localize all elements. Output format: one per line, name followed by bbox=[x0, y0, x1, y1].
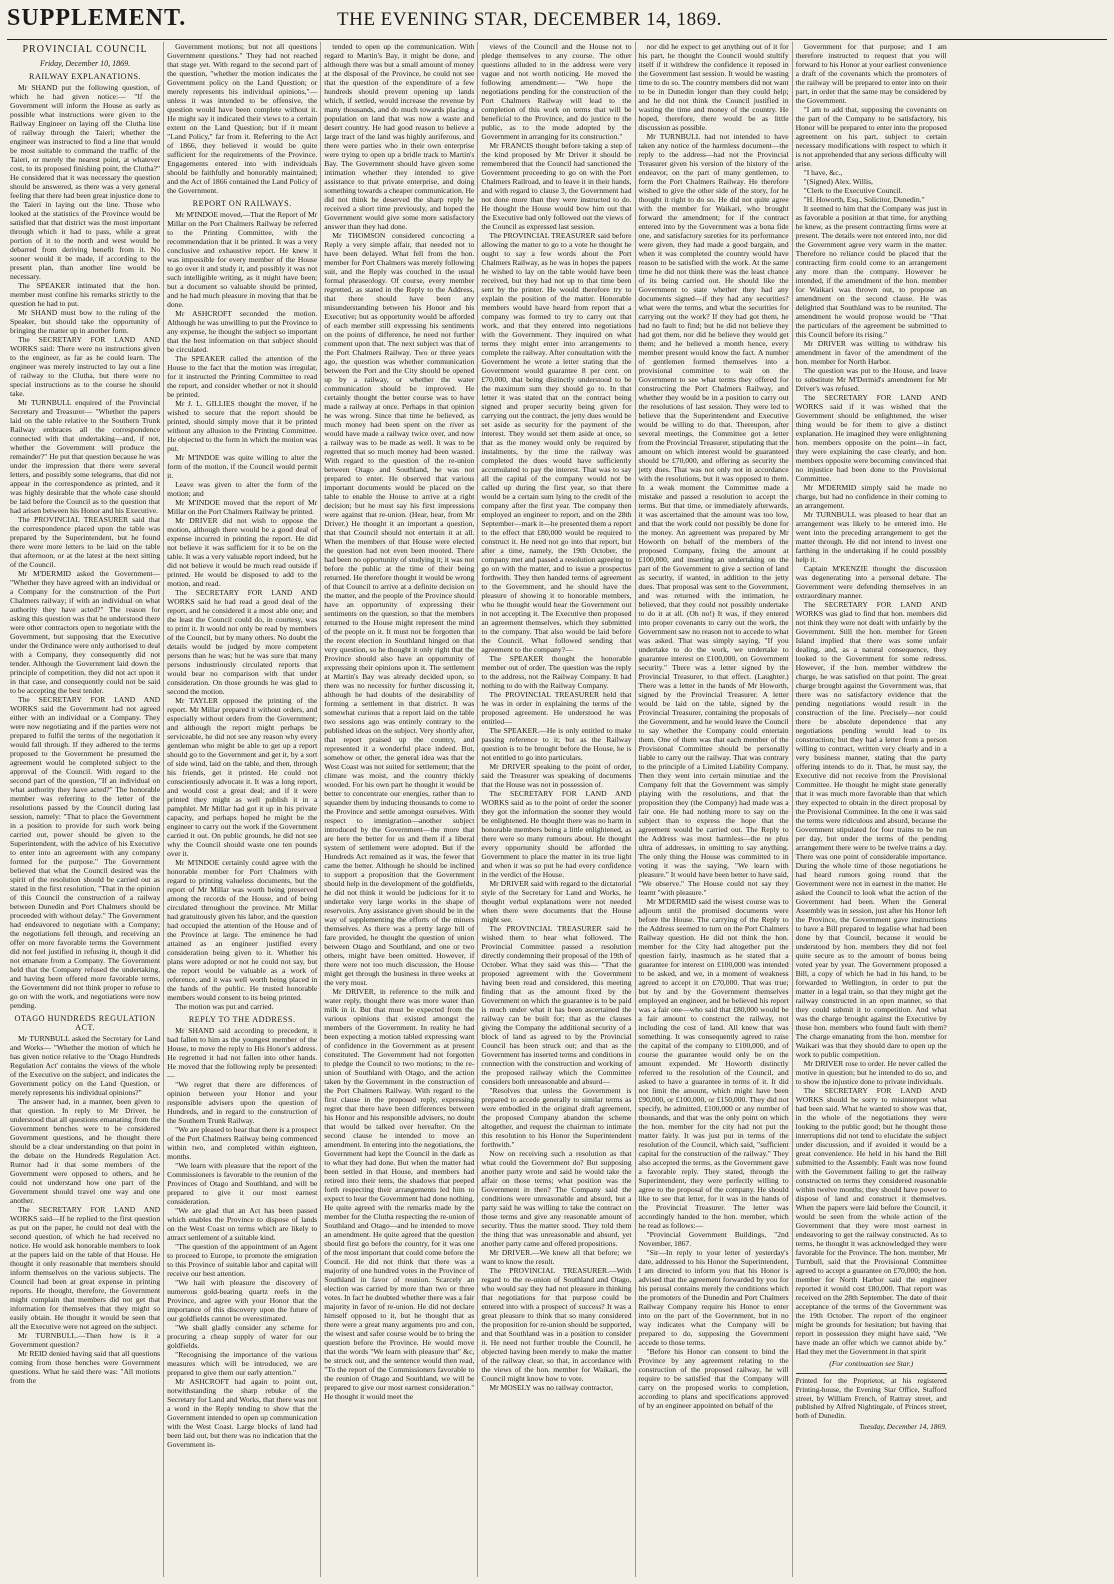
paragraph: The SECRETARY FOR LAND AND WORKS said the Government had not agreed either with an individual or a Company. They were now negotiating and if the parties were not prepared to fulfil the terms of the negotiation it would fall through. If they adhered to the terms proposed to the Government he presumed the agreement would be completed subject to the approval of the Council. With regard to the second part of the question, "If an individual on what authority they have acted?" The honorable member was referring to the letter of the resolutions passed by the Council during last session, namely: "That to place the Government in a position to provide for such work being carried out, power should be given to the Superintendent, with the advice of his Executive to enter into an agreement with any company formed for the purpose." The Government believed that what the Council desired was the spirit of the resolution should be carried out as stated in the first resolution, "That in the opinion of this Council the construction of a railway between Dunedin and Port Chalmers should be proceeded with without delay." The Government had endeavored to negotiate with a Company; the negotiations fell through, and receiving an offer on more favorable terms the Government did not feel justified in refusing it, though it did not emanate from a Company. The Government held that the Company refused the undertaking, and having been offered more favorable terms, the Government did not think proper to refuse to go on with the work, and negotiations were now pending. bbox=[10, 695, 161, 1010]
column-6 bbox=[793, 42, 950, 1577]
article-heading: REPLY TO THE ADDRESS. bbox=[188, 1015, 296, 1024]
paragraph: The SECRETARY FOR LAND AND WORKS said he had read a good deal of the report, and he considered it a most able one; and the least the Council could do, in courtesy, was to print it. It would not only be read by members of the Council, but by many others. No doubt the details would be judged by more competent persons than he was; but he was sure that many persons industriously circulated reports that would bear no comparison with that under consideration. On those grounds he was glad to second the motion. bbox=[167, 588, 318, 696]
paragraph: The SECRETARY FOR LAND AND WORKS said as to the point of order the sooner they got the information the sooner they would be enlightened. He thought there was no harm in honorable members being a little enlightened, as there were so many rumours about. He thought every opportunity should be afforded the Government to place the matter in its true light and when it was so put he had every confidence in the verdict of the House. bbox=[481, 789, 632, 879]
paragraph: The motion was put and carried. bbox=[175, 1002, 274, 1011]
paragraph: Mr TURNBULL had not intended to have taken any notice of the harmless document—the reply to the address—had not the Provincial Treasurer given his version of the history of the endeavor, on the part of many gentlemen, to form the Port Chalmers Railway. He therefore wished to give the other side of the story, for he thought it right to do so. He did not quite agree with the member for Waikari, who brought forward the amendment; for if the contract entered into by the Government was a bona fide one, and satisfactory sureties for its performance were given, they had made a good bargain, and when it was completed the country would have reason to be satisfied with the work. At the same time he did not think there was the least chance of its being carried out. He should like the Government to state whether they had any documents signed—if they had any securities? what were the terms, and what the securities for carrying out the work? If they had got them, he had no fault to find; but he did not believe they had got them, nor did he believe they would get them; and he believed a month hence, every member present would know the fact. A number of gentlemen formed themselves into a provisional committee to wait on the Government to see what terms they offered for constructing the Port Chalmers Railway, and whether they would be in a position to carry out the resolutions of last session. They were led to believe that the Superintendent and Executive would be willing to do that. Thereupon, after several meetings, the Committee got a letter from the Provincial Treasurer, stipulating that the amount on which interest would be guaranteed should be £70,000, and offering as security the jetty dues. That was not only not in accordance with the resolutions, but it was opposed to them. In a weak moment the Committee made a mistake and passed a resolution to accept the terms. But that time, or immediately afterwards, it was ascertained that the amount was too low, and that the work could not possibly be done for the money. An agreement was prepared by Mr Howorth on behalf of the members of the proposed Company, fixing the amount at £100,000, and inserting an undertaking on the part of the Government to give a section of land as security, if wanted, in addition to the jetty dues. That proposal was sent to the Government, and was returned with the intimation, he believed, that they could not possibly undertake to do it at all. (Oh no!) It was, if they entered into proper covenants to carry out the work, the Government saw no reason not to accede to what was asked. That was simply saying, "If you undertake to do the work, we undertake to guarantee interest on £100,000, on Government security." There was a letter signed by the Provincial Treasurer, to that effect. (Laughter.) There was a letter in the hands of Mr Howorth, signed by the Provincial Treasurer. A letter would be laid on the table, signed by the Provincial Treasurer, containing the proposals of the Government, and he would leave the Council to say whether the Company could entertain them. One of them was that each member of the Provisional Committee should be personally liable to carry out the railway. That was contrary to the principle of a Limited Liability Company. Then they went into certain minutiae and the Company felt that the Government was simply playing with the resolutions, and that the proposition they (the Company) had made was a fair one. He had nothing more to say on the subject than to express the hope that the agreement would be carried out. The Reply to the Address was most harmless—the ne plus ultra of addresses, in omitting to say anything. The only thing the House was committed to in voting it was the saying, "We learn with pleasure." It would have been better to have said, "We observe." The House could not say they learnt "with pleasure." bbox=[638, 132, 789, 897]
article-heading: OTAGO HUNDREDS REGULATION ACT. bbox=[14, 1014, 156, 1032]
signature-line: "Clerk to the Executive Council. bbox=[803, 186, 903, 195]
paragraph: Mr DRIVER did not wish to oppose the motion, although there would be a good deal of expense incurred in printing the report. He did not believe it was sufficient for it to be on the table. It was a very valuable report indeed, but he did not believe it would be much read outside if printed. He would be disposed to add to the motion, and read. bbox=[167, 516, 318, 588]
paragraph: The PROVINCIAL TREASURER said that the correspondence placed upon the table was prepared by the Superintendent, but he found there were more letters to be laid on the table that afternoon, or at the latest at the next sitting of the Council. bbox=[10, 515, 161, 569]
paragraph: Mr ASHCROFT seconded the motion. Although he was unwilling to put the Province to any expense, he thought the subject so important that the best information on that subject should be circulated. bbox=[167, 309, 318, 354]
paragraph: Mr SHAND said according to precedent, it had fallen to him as the youngest member of the House, to move the reply to His Honor's address. He regretted it had not fallen into other hands. He moved that the following reply be presented:— bbox=[167, 1026, 318, 1080]
paragraph: Leave was given to alter the form of the motion; and bbox=[167, 480, 318, 498]
article-heading: RAILWAY EXPLANATIONS. bbox=[29, 72, 142, 81]
paragraph: "We are pleased to hear that there is a prospect of the Port Chalmers Railway being commenced within two, and completed within eighteen, months. bbox=[167, 1125, 318, 1161]
paragraph: Government motions; but not all questions Government questions." They had not reached that stage yet. With regard to the second part of the question, "whether the motion indicates the Government policy on the Land Question; or merely represents his individual opinions,"—unless it was intended to be offensive, the question would have been complete without it. He might say it indicated their views to a certain extent on the Land Question; but if it meant "Land Policy," far from it. Referring to the Act of 1866, they believed it would be quite sufficient for the requirements of the Province. Engagements entered into with individuals should be faithfully and honorably maintained; and the Act of 1866 contained the Land Policy of the Government. bbox=[167, 42, 318, 195]
paragraph: tended to open up the communication. With regard to Martin's Bay, it might be done, and although there was but a small amount of money at the disposal of the Province, he could not see that the question of the expenditure of a few hundreds should prevent opening up lands which, if settled, would increase the revenue by many thousands, and do much towards placing a population on land that was now a waste and desert country. He had good reason to believe a large tract of the land was highly auriferous, and there were parties who in their own enterprise were trying to open up a bridle track to Martin's Bay. The Government should have given some intimation whether they intended to give assistance to that private enterprise, and doing something towards a cheaper communication. He did not think he deserved the sharp reply he received a short time previously, and hoped the Government would give some more satisfactory answer than they had done. bbox=[324, 42, 475, 231]
paragraph: The SECRETARY FOR LAND AND WORKS was glad to find that hon. members did not think they were not dealt with unfairly by the Government. Still the hon. member for Green Island implied that there was some unfair dealing, and, as a natural consequence, they looked to the Government for some redress. However, if the hon. member withdrew the charge, he was satisfied on that point. The great charge brought against the Government was, that there was no satisfactory evidence that the pending negotiations would result in the construction of the line. Precisely—nor could there be absolute dependence that any negotiations pending would lead to its construction; but they had a letter from a person willing to contract, written very clearly and in a very business manner, stating that the party offering intends to do it. That, he must say, the Executive did not receive from the Provisional Committee. He thought he might state generally that it was much more favorable than that which they expected to obtain in the direct proposal by the Provisional Committee. In the one it was said the terms were ridiculous and absurd, because the Government stipulated for four trains to be run per day, but under the terms of the pending arrangement there were to be twelve trains a day. There was one point of considerable importance. During the whole time of those negotiations he had heard rumors going round that the Government were not in earnest in the matter. He asked the Council to look what the action of the Government had been. When the General Assembly was in session, just after his Honor left the Province, the Government gave instructions to have a Bill prepared to legalise what had been done by that Council, because it would be understood by hon. members they did not feel quite secure as to the amount of bonus being voted year by year. The Government proposed a Bill, a copy of which he had in his hand, to be forwarded to Wellington, in order to put the matter in a legal train, so that they might get the railway constructed in an open manner, so that they could submit it to competition. And what was the charge brought against the Executive by those hon. members who found fault with them? The charge emanating from the hon. member for Waikari was that they should dare to open up the work to public competition. bbox=[795, 600, 947, 1059]
paragraph: The SPEAKER.—He is only entitled to make passing reference to it; but as the Railway question is to be brought before the House, he is not entitled to go into particulars. bbox=[481, 726, 632, 762]
section-label: SUPPLEMENT. bbox=[7, 5, 187, 31]
paragraph: "Recognising the importance of the various measures which will be introduced, we are prepared to give them our early attention." bbox=[167, 1350, 318, 1377]
column-3 bbox=[321, 42, 478, 1577]
paragraph: "We regret that there are differences of opinion between your Honor and your responsible advisers upon the question of Hundreds, and in regard to the construction of the Southern Trunk Railway. bbox=[167, 1080, 318, 1125]
dateline: Friday, December 10, 1869. bbox=[39, 59, 131, 68]
imprint bbox=[796, 1373, 947, 1432]
paragraph: The SPEAKER thought the honorable member out of order. The question was the reply to the address, not the Railway Company. It had nothing to do with the Railway Company. bbox=[481, 654, 632, 690]
paragraph: "I am to add that, supposing the covenants on the part of the Company to be satisfactory, his Honor will be prepared to enter into the proposed agreement on his part, subject to certain necessary modifications with respect to which it is not apprehended that any serious difficulty will arise. bbox=[795, 105, 947, 168]
imprint-text: Printed for the Proprietor, at his registered Printing-house, the Evening Star Office, Stafford street, by William French, of Rattray street, and published by Alfred Nightingale, of Princes street, both of Dunedin. bbox=[795, 1376, 947, 1421]
paragraph: Mr J. L. GILLIES thought the mover, if he wished to secure that the report should be printed, should simply move that it be printed without any allusion to the Printing Committee. He objected to the form in which the motion was put. bbox=[167, 399, 318, 453]
paragraph: Mr DRIVER rose to order. He never called the motive in question; but he intended to do so, and to show the injustice done to private individuals. bbox=[795, 1059, 947, 1086]
paragraph: Mr FRANCIS thought before taking a step of the kind proposed by Mr Driver it should be remembered that the Council had sanctioned the Government proceeding to go on with the Port Chalmers Railroad, and to leave it in their hands, and with regard to clause 3, the Government had not done more than they were instructed to do. He thought the House would bow him out that the Executive had only followed out the views of the Council as expressed last session. bbox=[481, 141, 632, 231]
paragraph: The answer had, in a manner, been given to that question. In reply to Mr Driver, he understood that all questions emanating from the Government benches were to be considered Government questions, and he thought there should be a clear understanding on that point in the debate on the Hundreds Regulation Act. Rumor had it that some members of the Government were opposed to others, and he could not understand how one part of the Government should travel one way and one another. bbox=[10, 1097, 161, 1205]
paragraph: "The question of the appointment of an Agent to proceed to Europe, to promote the emigration to this Province of suitable labor and capital will receive our best attention. bbox=[167, 1242, 318, 1278]
paragraph: The SPEAKER called the attention of the House to the fact that the motion was irregular, for it instructed the Printing Committee to read the report, and consider whether or not it should be printed. bbox=[167, 354, 318, 399]
paragraph: The SECRETARY FOR LAND AND WORKS should be sorry to misinterpret what had been said. What he wanted to show was that, in the whole of the negotiations they were looking to the public good; but he thought those interruptions did not tend to elucidate the subject under discussion, and if avoided it would be a great convenience. He held in his hand the Bill submitted to the Assembly. Fault was now found with the Government failing to get the railway constructed on terms they considered reasonable within twelve months; they should have power to dispose of land and construct it themselves. When the papers were laid before the Council, it would be seen from the whole action of the Government that they were most earnest in endeavoring to get the railway constructed. As to terms, he thought it was acknowledged they were favorable for the Province. The hon. member, Mr Turnbull, said that the Provisional Committee agreed to accept a guarantee on £70,000; the hon. member for North Harbor said the engineer reported it would cost £80,000. That report was received on the 28th September. The date of their acceptance of the terms of the Government was the 19th October. The report of the engineer might be grounds for hesitation; but having that report in possession they might have said, "We have made an offer which we cannot abide by." Had they met the Government in that spirit bbox=[795, 1086, 947, 1356]
paragraph: "Before his Honor can consent to bind the Province by any agreement relating to the construction of the proposed railway, he will require to be satisfied that the Company will carry on the proposed works to completion, according to plans and specifications approved of by an engineer appointed on behalf of the bbox=[638, 1347, 789, 1410]
newspaper-page bbox=[7, 3, 1107, 1578]
paragraph: The PROVINCIAL TREASURER.—With regard to the re-union of Southland and Otago, who would say they had not pleasure in thinking that negotiations for that purpose could be entered into with a prospect of success? It was a great pleasure to think that so many considered the proposition for re-union should be supported, and that Southland was in a position to consider it. He need not further trouble the Council, he objected having been merely to make the matter of the railway clear, so that, in accordance with the views of the hon. member for Waikari, the Council might know how to vote. bbox=[481, 1266, 632, 1383]
paragraph: Mr REID denied having said that all questions coming from those benches were Government questions. What he said there was: "All motions from the bbox=[10, 1349, 161, 1385]
paragraph: The PROVINCIAL TREASURER said before allowing the matter to go to a vote he thought he ought to say a few words about the Port Chalmers Railway, as he was in hopes the papers he wished to lay on the table would have been received, but they had not up to that time been sent by the printer. He would therefore try to explain the position of the matter. Honorable members would have heard from report that a company was formed to try to carry out that work, and that they entered into negotiations with the Government. They inquired on what terms they might enter into arrangements to complete the railway. After consultation with the Government he wrote a letter stating that the Government would guarantee 8 per cent. on £70,000, that being distinctly understood to be the maximum sum they should go to. In that letter it was stated that on the contract being signed and proper security being given for carrying out the contract, the jetty dues would be set aside as security for the payment of the interest. They would set them aside at once, so that as the money would only be required by instalments, by the time the railway was completed the dues would have sufficiently accumulated to pay the interest. That was to say all the capital of the company would not be called up during the first year, so that there would be a certain sum lying to the credit of the company after the first year. The company then employed an engineer to report, and on the 28th September—mark it—he presented them a report to the effect that £80,000 would be required to construct it. He need not go into that report, but after a time, namely, the 19th October, the company met and passed a resolution agreeing to go on with the matter, and to issue a prospectus forthwith. They then handed terms of agreement to the Government, and he should have the pleasure of showing it to honorable members, who he thought would hear the Government out in not accepting it. The Executive then proposed an agreement themselves, which they submitted to the company. That also would be laid before the Council. What followed sending that agreement to the company?— bbox=[481, 231, 632, 654]
paragraph: Mr MOSELY was no railway contractor, bbox=[489, 1383, 613, 1392]
paragraph: The SECRETARY FOR LAND AND WORKS said: There were no instructions given to the engineer, as far as he could learn. The engineer was merely instructed to lay out a line of railway to the Clutha, but there were no special instructions as to the course he should take. bbox=[10, 335, 161, 398]
paragraph: The PROVINCIAL TREASURER held that he was in order in explaining the terms of the proposed agreement. He understood he was entitled— bbox=[481, 690, 632, 726]
paragraph: nor did he expect to get anything out of it for his part, he thought the Council would stultify itself if it withdrew the confidence it reposed in the Government last session. It would be wasting time to do so. The country members did not want to be in Dunedin longer than they could help; and he did not think the Council justified in wasting the time and money of the country. He hoped, therefore, there would be as little discussion as possible. bbox=[638, 42, 789, 132]
paragraph: The SPEAKER intimated that the hon. member must confine his remarks strictly to the question he had to put. bbox=[10, 281, 161, 308]
column-5 bbox=[636, 42, 793, 1577]
paragraph: Mr M'DERMID simply said he made no charge, but had no confidence in their coming to an arrangement. bbox=[795, 483, 947, 510]
paragraph: "We shall gladly consider any scheme for procuring a cheap supply of water for our goldfields. bbox=[167, 1323, 318, 1350]
paragraph: Mr ASHCROFT had again to point out, notwithstanding the sharp rebuke of the Secretary for Land and Works, that there was not a word in the Reply tending to show that the Government intended to open up communication with the West Coast. Large blocks of land had been laid out, but there was no indication that the Government in- bbox=[167, 1377, 318, 1449]
paragraph: Mr M'INDOE certainly could agree with the honorable member for Port Chalmers with regard to printing valueless documents, but the report of Mr Millar was worth being preserved among the records of the House, and of being circulated throughout the province. Mr Millar had gratuitously given his labor, and the question had occupied the attention of the House and of the Province at large. The eminence he had attained as an engineer justified every consideration being given to it. Whether his plans were adopted or not he could not say, but the report would be valuable as a work of reference, and it was well worth being placed in the hands of the public. He trusted honorable members would consent to its being printed. bbox=[167, 858, 318, 1002]
column-4 bbox=[478, 42, 635, 1577]
letter-heading: "Provincial Government Buildings, "2nd November, 1867. bbox=[638, 1230, 789, 1248]
imprint-date: Tuesday, December 14, 1869. bbox=[859, 1421, 947, 1431]
paragraph: Mr DRIVER was willing to withdraw his amendment in favor of the amendment of the hon. member for North Harbor. bbox=[795, 339, 947, 366]
continuation-note: (For continuation see Star.) bbox=[829, 1359, 914, 1368]
section-heading: PROVINCIAL COUNCIL bbox=[22, 44, 148, 55]
paragraph: It seemed to him that the Company was just in as favorable a position at that time, for anything he knew, as the present contracting firms were at present. The details were not entered into, nor did the Government agree very warm in the matter. Therefore no reliance could be placed that the contracting firm could come to an arrangement any more than the company. However he intended, if the amendment of the hon. member for Waikari was thrown out, to propose an amendment on the second clause. He was delighted that Southland was to be reunited. The amendment he would propose would be "That the particulars of the agreement be submitted to this Council before its rising." bbox=[795, 204, 947, 339]
signature-line: "H. Howorth, Esq., Solicitor, Dunedin." bbox=[803, 195, 925, 204]
paragraph: Mr DRIVER.—We knew all that before; we want to know the result. bbox=[481, 1248, 632, 1266]
paragraph: "We hail with pleasure the discovery of numerous gold-bearing quartz reefs in the Province, and agree with your Honor that the importance of this discovery upon the future of our goldfields cannot be overestimated. bbox=[167, 1278, 318, 1323]
paragraph: Mr TAYLER opposed the printing of the report. Mr Millar prepared it without orders, and especially without orders from the Government; and although the report might perhaps be serviceable, he did not see any reason why every gentleman who might be able to get up a report should go to the Government and get it, by a sort of side wind, laid on the table, and then, through his friends, get it printed. He could not conscientiously advocate it. It was a long report, and would cost a great deal; and if it were printed they might as well publish it in a pamphlet. Mr Millar had got it up in his private capacity, and perhaps hoped he might be the engineer to carry out the work if the Government carried it out. On public grounds, he did not see why the Council should waste one ten pounds over it. bbox=[167, 696, 318, 858]
paragraph: Mr M'DERMID said the wisest course was to adjourn until the promised documents were before the House. The carrying of the Reply to the Address seemed to turn on the Port Chalmers Railway question. He did not think the hon. member for the City had altogether put the question fairly, inasmuch as he stated that a guarantee for interest on £100,000 was intended to be asked, and we, in a moment of weakness agreed to accept it on £70,000. That was true; but by and by the Government themselves employed an engineer, and he believed his report was a fair one—who said that £80,000 would be a fair amount to construct the railway, not including the cost of land. All knew that was something. It was consequently agreed to raise the capital of the company to £100,000, and of course the guarantee would only be on the amount expended. Mr Howorth distinctly referred to the resolution of the Council, and asked to have a guarantee in terms of it. It did not limit the amount, which might have been £90,000, or £100,000, or £150,000. They did not specify, he admitted, £100,000 or any number of thousands, and that was the only point on which the hon. member for the city had not put the matter fairly. It was just put in terms of the resolution of the Council, which said, "sufficient capital for the construction of the railway." They also accepted the terms, as the Government gave a favorable reply. They stated, through the Superintendent, they were perfectly willing to agree to the proposal of the company. He should like to see that letter, for it was in the hands of the Provincial Treasurer. The letter was accordingly handed to the hon. member, which he read as follows:— bbox=[638, 897, 789, 1230]
paragraph: "Sir—In reply to your letter of yesterday's date, addressed to his Honor the Superintendent, I am directed to inform you that his Honor is advised that the agreement forwarded by you for his perusal contains merely the conditions which the promoters of the Dunedin and Port Chalmers Railway Company require his Honor to enter into on the part of the Government, but in no way indicates what the Company will be prepared to do, supposing the Government accede to those terms. bbox=[638, 1248, 789, 1347]
paragraph: The SECRETARY FOR LAND AND WORKS said—If he replied to the first question as put on the paper, he could not deal with the second question, of which he had received no notice. He would ask honorable members to look at the papers laid on the table of that House. He thought it only reasonable that members should inform themselves on the various subjects. The Council had been at great expense in printing reports. He thought, therefore, the Government might complain that members did not get that information for themselves that they might so easily obtain. He thought it would be seen that all the Executive were not agreed on the subject. bbox=[10, 1205, 161, 1331]
signature-line: "(Signed) Alex. Willis, bbox=[803, 177, 873, 186]
paragraph: Mr TURNBULL enquired of the Provincial Secretary and Treasurer— "Whether the papers laid on the table relative to the Southern Trunk Railway embraces all the correspondence connected with that undertaking—and, if not, whether the Government will produce the remainder?" He put that question because he was under the impression that there were several letters, and possibly some telegrams, that did not appear in the correspondence as printed, and it was highly desirable that the whole case should be laid before the Council as to the question that had arisen between his Honor and his Executive. bbox=[10, 398, 161, 515]
paragraph: Captain M'KENZIE thought the discussion was degenerating into a personal debate. The Government were defending themselves in an extraordinary manner. bbox=[795, 564, 947, 600]
paragraph: Mr TURNBULL asked the Secretary for Land and Works— "Whether the motion of which he has given notice relative to the 'Otago Hundreds Regulation Act' contains the views of the whole of the Executive on the subject, and indicates the Government policy on the Land Question, or merely represents his individual opinions?" bbox=[10, 1034, 161, 1097]
paragraph: Mr DRIVER speaking to the point of order, said the Treasurer was speaking of documents that the House was not in possession of. bbox=[481, 762, 632, 789]
masthead bbox=[7, 3, 1107, 40]
paragraph: Mr THOMSON considered concocting a Reply a very simple affair, that needed not to have been delayed. What fell from the hon. member for Port Chalmers was merely following suit, and the Reply was couched in the usual formal phraseology. Of course, every member regretted, as stated in the Reply to the Address, that there should have been any misunderstanding between his Honor and his Executive; but as opportunity would be afforded of each member still expressing his sentiments on the points of difference, he need not further comment upon that. The next subject was that of the Port Chalmers Railway. Two or three years ago, the question was whether communication between the Port and the City should be opened up by a railway, or whether the water communication should be improved. He certainly thought the better course was to have made a railway at once. Perhaps in that opinion he was wrong. Since that time he believed, as much money had been spent on the river as would have made a railway twice over, and now a railway was to be made as well. It was to be regretted that so much money had been wasted. With regard to the question of the re-union between Otago and Southland, he was not prepared to enter. He observed that various important documents would be placed on the table to enable the House to arrive at a right decision; but he must say his first impressions were against that re-union. (Hear, hear, from Mr Driver.) He thought it an important a question, that that Council should not entertain it at all. When the members of that House were elected the question had not even been mooted. There had been no opportunity of studying it; it was not before the public at the time of their being returned. He therefore thought it would be wrong of that Council to arrive at a definite decision on the matter, and the people of the Province should have an opportunity of expressing their sentiments on the question, so that the members returned to the House might represent the mind of the people on it. It must not be forgotten that the recent election in Southland hinged on that very question, so he thought it only right that the Province should also have an opportunity of expressing their opinions upon it. The settlement at Martin's Bay was already decided upon, so there was no necessity for further discussing it, although he had doubts of the desirability of forming a settlement in that district. It was somewhat curious that a report laid on the table two sessions ago was entirely contrary to the published ideas on the subject. Very shortly after, that report praised up the country, and represented it a wonderful place indeed. But, somehow or other, the general idea was that the West Coast was not suited for settlement; that the climate was moist, and the country thickly wooded. For his own part he thought it would be better to concentrate our energies, rather than to squander them by inducing thousands to come to the Province and settle amongst ourselves. With respect to immigration—another subject introduced by the Government—the more that are here the better for us and them if a liberal system of settlement were adopted. But if the Hundreds Act remained as it was, the fewer that came the better. Although he should be inclined to support a proposition that the Government should help in the development of the goldfields, he did not think it would be judicious for it to undertake very large works in the shape of reservoirs. Any assistance given should be in the way of supplementing the efforts of the miners themselves. As there was a pretty large bill of fare provided, he thought the question of union between Otago and Southland, and one or two others, might have been omitted. However, if there were not too much discussion, the House might get through the business in three weeks at the very most. bbox=[324, 231, 475, 987]
paragraph: Mr M'INDOE was quite willing to alter the form of the motion, if the Council would permit it. bbox=[167, 453, 318, 480]
paragraph: "Resolves that unless the Government is prepared to accede generally to similar terms as were embodied in the original draft agreement, the proposed Company abandon the scheme altogether, and request the chairman to intimate this resolution to his Honor the Superintendent forthwith." bbox=[481, 1086, 632, 1149]
paragraph: Mr TURNBULL.—Then how is it a Government question? bbox=[10, 1331, 161, 1349]
paragraph: The question was put to the House, and leave to substitute Mr M'Dermid's amendment for Mr Driver's was refused. bbox=[795, 366, 947, 393]
paragraph: Mr SHAND put the following question, of which he had given notice:— "If the Government will inform the House as early as possible what instructions were given to the Railway Engineer on laying off the Clutha line of railway through the Taieri; whether the engineer was instructed to find a line that would be most suitable to command the traffic of the Taieri, or merely the nearest point, at whatever cost, to its proposed finishing point, the Clutha?" He considered that it was necessary the question should be answered, as there was a very general feeling that there had been great injustice done to the Taieri in laying out the line. Those who looked at the statistics of the Province would be satisfied that that district was the most important through which it had to pass, while a great portion of it to the north and west would be debarred from deriving benefit from it. No sooner would it be made, if according to the present plan, than another line would be necessary. bbox=[10, 83, 161, 281]
paragraph: Mr M'INDOE moved,—That the Report of Mr Millar on the Port Chalmers Railway be referred to the Printing Committee, with the recommendation that it be printed. It was a very conclusive and exhaustive report. He knew it was impossible for every member of the House to go over it and study it, and possibly it was not such intelligible writing, as it might have been; but a document so valuable should be printed, and he had much pleasure in moving that that be done. bbox=[167, 210, 318, 309]
newspaper-title: THE EVENING STAR, DECEMBER 14, 1869. bbox=[337, 9, 722, 30]
column-2 bbox=[164, 42, 321, 1577]
paragraph: views of the Council and the House not to pledge themselves to any course. The other questions alluded to in the address were very vague and not worth noticing. He moved the following amendment:— "We hope the negotiations pending for the construction of the Port Chalmers Railway will lead to the completion of this work on terms that will be beneficial to the Province, and do justice to the public, as to the mode adopted by the Government in arranging for its construction." bbox=[481, 42, 632, 141]
paragraph: The PROVINCIAL TREASURER said he wished them to hear what followed. The Provincial Committee passed a resolution directly condemning their proposal of the 19th of October. What they said was this— "That the proposed agreement with the Government having been read and considered, this meeting finding that as the amount fixed by the Government on which the guarantee is to be paid is much under what it has been ascertained the railway can be built for; that as the clauses giving the Company the additional security of a block of land as agreed to by the Provincial Council has been struck out; and that as the Government has inserted terms and conditions in connection with the construction and working of the proposed railway which the Committee considers both unreasonable and absurd— bbox=[481, 924, 632, 1086]
article-heading: REPORT ON RAILWAYS. bbox=[192, 199, 292, 208]
paragraph: The SECRETARY FOR LAND AND WORKS said if it was wished that the Government should be enlightened, the wiser thing would be for them to give a distinct explanation. He imagined they were enlightening hon. members opposite on the point—in fact, they were explaining the case clearly, and hon. members opposite were becoming convinced that no injustice had been done to the Provisional Committee. bbox=[795, 393, 947, 483]
paragraph: "We learn with pleasure that the report of the Commissioners is favorable to the reunion of the Provinces of Otago and Southland, and will be prepared to give it our most earnest consideration. bbox=[167, 1161, 318, 1206]
paragraph: Mr DRIVER said with regard to the dictatorial style of the Secretary for Land and Works, he thought verbal explanations were not needed when there were documents that the House might see. bbox=[481, 879, 632, 924]
paragraph: Mr M'DERMID asked the Government— "Whether they have agreed with an individual or a Company for the construction of the Port Chalmers railway; if with an individual on what authority they have acted?" The reason for asking this question was that he understood there were other contractors open to negotiate with the Government, but supposing that the Executive under the Ordinance were only authorised to deal with a Company, they consequently did not tender. Although the Government laid down the principle of competition, they did not act upon it in that case, and consequently could not be said to be accepting the best tender. bbox=[10, 569, 161, 695]
columns bbox=[7, 42, 1107, 1577]
paragraph: Mr M'INDOE moved that the report of Mr Millar on the Port Chalmers Railway be printed. bbox=[167, 498, 318, 516]
paragraph: Government for that purpose; and I am therefore instructed to request that you will forward to his Honor at your earliest convenience a draft of the covenants which the promoters of the railway will be prepared to enter into on their part, in order that the same may be considered by the Government. bbox=[795, 42, 947, 105]
paragraph: Mr DRIVER, in reference to the milk and water reply, thought there was more water than milk in it. But that must be expected from the various opinions that existed amongst the members of the Government. In reality he had been expecting a motion tabled expressing want of confidence in the Government as at present constituted. The Government had not forgotten to pledge the Council to two motions; to the re-union of Southland with Otago, and the action taken by the Government in the construction of the Port Chalmers Railway. With regard to the first clause in the proposed reply, expressing regret that there have been differences between his Honor and his responsible advisers, no doubt that would be talked over hereafter. On the second clause he intended to move an amendment. In entering into the negotiations, the Government had kept the Council in the dark as to what they had done. But when the matter had been settled in that House, and members had retired into their tents, the shadows that peeped forth respecting their arrangements led him to expect to hear the Government had done nothing. He quite agreed with the remarks made by the member for the Clutha respecting the re-union of Southland and Otago—and he intended to move an amendment. He quite agreed that the question should first go before the country, for it was one of the most important that could come before the Council. He did not think that there was a majority of one hundred votes in the Province of Southland in favor of reunion. Scarcely an election was carried by more than two or three votes. In fact he doubted whether there was a fair majority in favor of re-union. He did not declare himself opposed to it, but he thought that as there were a great many arguments pro and con, the wisest and safer course would be to bring the question before the Province. He would move that the words "We learn with pleasure that" &c, be struck out, and the sentence would then read, "To the report of the Commissioners favorable to the reunion of Otago and Southland, we will be prepared to give our most earnest consideration." He thought it would meet the bbox=[324, 987, 475, 1401]
paragraph: "We are glad that an Act has been passed which enables the Province to dispose of lands on the West Coast on terms which are likely to attract settlement of a suitable kind. bbox=[167, 1206, 318, 1242]
paragraph: Mr SHAND must bow to the ruling of the Speaker, but should take the opportunity of bringing the matter up in another form. bbox=[10, 308, 161, 335]
column-1 bbox=[7, 42, 164, 1577]
paragraph: Now on receiving such a resolution as that what could the Government do? But supposing another party wrote and said he would take the affair on those terms; what position was the Government in then? The Company said the conditions were unreasonable and absurd, but a party said he was willing to take the contract on those terms and give any reasonable amount of security. Thus the matter stood. They told them the thing that was unreasonable and absurd, yet another party came and offered propositions. bbox=[481, 1149, 632, 1248]
paragraph: Mr TURNBULL was pleased to hear that an arrangement was likely to be entered into. He went into the preceding arrangement to get the matter through. He did not intend to invest one farthing in the undertaking if he could possibly help it. bbox=[795, 510, 947, 564]
signature-line: "I have, &c., bbox=[803, 168, 843, 177]
